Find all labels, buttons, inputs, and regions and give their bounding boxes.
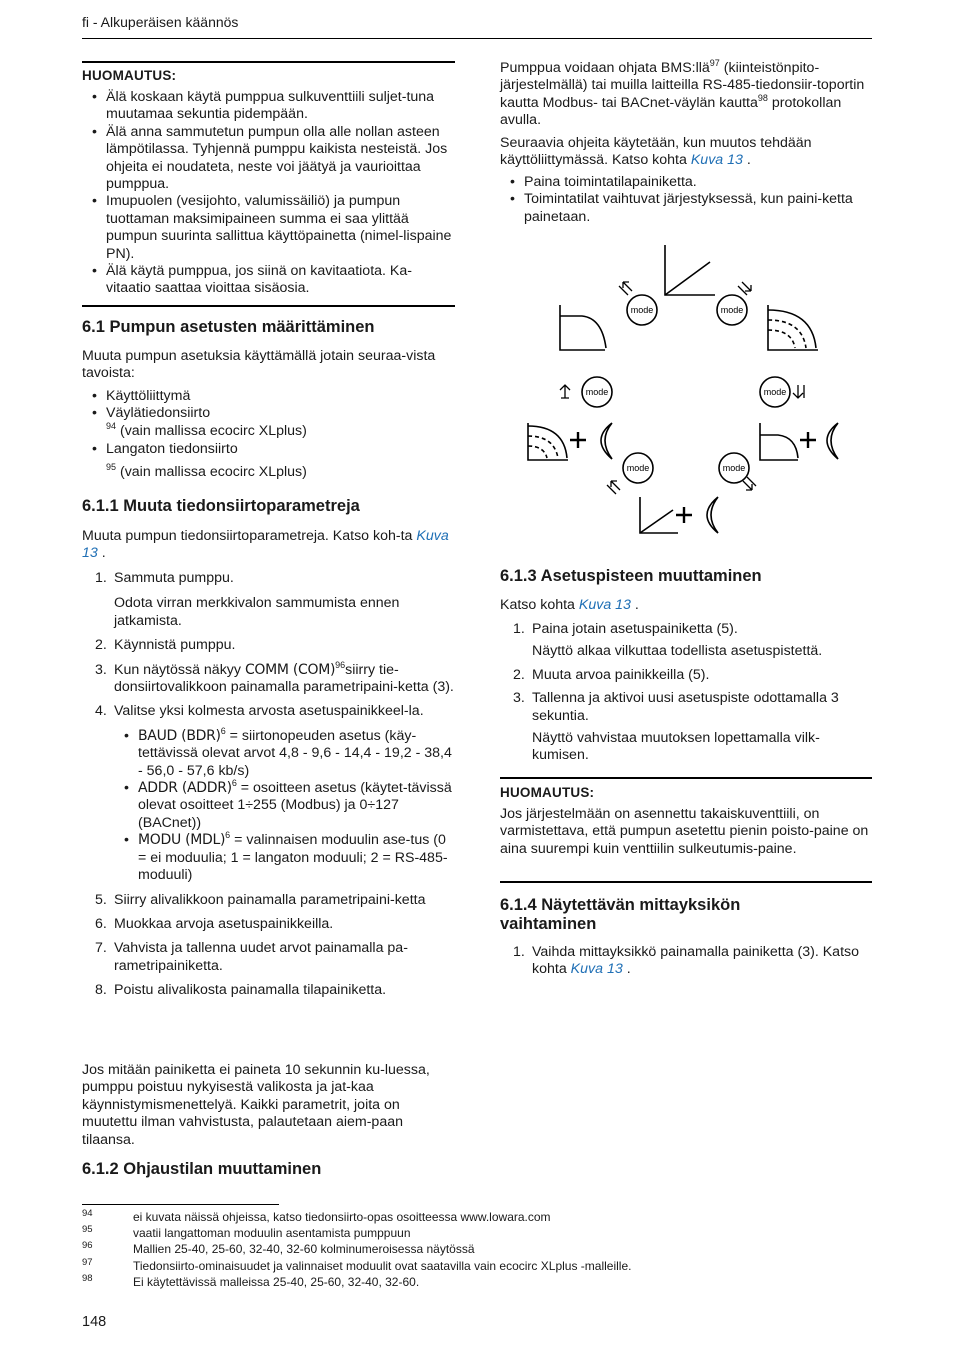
figure-link[interactable]: Kuva 13: [578, 597, 631, 613]
step-item: 8. Poistu alivalikosta painamalla tilapainiketta.: [95, 982, 387, 999]
step-item: 3. Kun näytössä näkyy COMM (COM)$^{96}$siirry tie-donsiirtovalikkoon painamalla parametripaini-ketta (3).: [95, 659, 454, 696]
section-intro: Muuta pumpun asetuksia käyttämällä jotain seuraa-vista tavoista:: [82, 348, 436, 382]
svg-text:mode: mode: [626, 463, 650, 473]
figure-link[interactable]: Kuva 13: [570, 961, 623, 978]
header-divider: [82, 38, 872, 39]
steps-list: [82, 570, 455, 1007]
list-item: • ADDR (ADDR)$^6$ = osoitteen asetus (käytet-tävissä olevat osoitteet 1÷255 (Modbus) ja 0÷127 (BACnet)): [114, 780, 455, 832]
note-title: HUOMAUTUS:: [500, 785, 595, 800]
svg-text:mode: mode: [585, 387, 609, 397]
footnote-ref: 95: [106, 461, 117, 472]
display-code: MODU (MDL): [138, 832, 226, 849]
section-heading-6-1-2: 6.1.2 Ohjaustilan muuttaminen: [82, 1160, 322, 1178]
section-heading-6-1-1: 6.1.1 Muuta tiedonsiirtoparametreja: [82, 497, 360, 515]
note-top-rule: [82, 61, 455, 63]
step-item: 3. Tallenna ja aktivoi uusi asetuspiste odottamalla 3 sekuntia. Näyttö vahvistaa muutoksen lopettamalla vilk-kumisen.: [500, 690, 872, 765]
list-item: • Älä anna sammutetun pumpun olla alle nollan asteen lämpötilassa. Tyhjennä pumppu kaikista nesteistä. Jos ohjeita ei noudateta, neste voi jäätyä ja vaurioittaa pumppua.: [82, 124, 455, 194]
section-intro: Muuta pumpun tiedonsiirtoparametreja. Katso koh-ta Kuva 13 .: [82, 528, 449, 562]
step-item: 2. Käynnistä pumppu.: [95, 637, 236, 654]
note-title: HUOMAUTUS:: [82, 68, 177, 83]
method-list: [82, 388, 455, 481]
note-list: [82, 89, 455, 298]
svg-text:mode: mode: [630, 305, 654, 315]
curve-constant-pressure-night-icon: [760, 423, 838, 460]
display-code: COMM (COM): [244, 661, 336, 678]
step-item: 1. Vaihda mittayksikkö painamalla painiketta (3). Katso kohta Kuva 13 .: [513, 944, 859, 978]
step-item: 5. Siirry alivalikkoon painamalla parametripaini-ketta: [95, 891, 426, 908]
list-item: • Toimintatilat vaihtuvat järjestyksessä, kun paini-ketta painetaan.: [500, 191, 872, 226]
note-top-rule: [500, 777, 872, 779]
footnote-ref: 97: [709, 58, 720, 68]
note-text: Jos järjestelmään on asennettu takaiskuventtiili, on varmistettava, että pumpun asetettu pienin poisto-paine on aina suurempi kuin venttiilin sulkeutumis-paine.: [500, 806, 869, 857]
list-item: • BAUD (BDR)$^6$ = siirtonopeuden asetus (käy-tettävissä olevat arvot 4,8 - 9,6 - 14,4 - 19,2 - 38,4 - 56,0 - 57,6 kb/s): [114, 728, 455, 780]
mode-button-icon: [623, 453, 653, 483]
step-detail: Odota virran merkkivalon sammumista ennen jatkamista.: [114, 595, 400, 629]
steps-list: [500, 944, 872, 986]
list-item: • Älä koskaan käytä pumppua sulkuventtiili suljet-tuna muutamaa sekuntia pidempään.: [82, 89, 455, 124]
running-header: fi - Alkuperäisen käännös: [82, 14, 239, 30]
mode-button-icon: [760, 377, 790, 407]
mode-button-icon: [582, 377, 612, 407]
step-detail: Näyttö alkaa vilkuttaa todellista asetuspistettä.: [532, 643, 823, 660]
ui-paragraph: Seuraavia ohjeita käytetään, kun muutos tehdään käyttöliittymässä. Katso kohta Kuva 13 .: [500, 135, 812, 169]
page-number: 148: [82, 1314, 107, 1330]
step-item: 2. Muuta arvoa painikkeilla (5).: [513, 666, 710, 683]
figure-link[interactable]: Kuva 13: [82, 528, 449, 562]
svg-text:mode: mode: [722, 463, 746, 473]
note-bottom-rule: [500, 881, 872, 883]
curve-proportional-night-icon: [640, 497, 718, 533]
step-item: 7. Vahvista ja tallenna uudet arvot painamalla pa-rametripainiketta.: [95, 940, 408, 974]
step-item: 1. Paina jotain asetuspainiketta (5). Näyttö alkaa vilkuttaa todellista asetuspistettä.: [500, 621, 872, 661]
mode-button-icon: [717, 295, 747, 325]
step-item: 6. Muokkaa arvoja asetuspainikkeilla.: [95, 915, 334, 932]
footnote-ref: 6: [225, 830, 231, 841]
curve-fixed-speed-icon: [768, 305, 818, 350]
section-intro: Katso kohta Kuva 13 .: [500, 597, 639, 613]
steps-list: [500, 621, 872, 772]
footnote-ref: 6: [220, 725, 226, 736]
section-heading-6-1-3: 6.1.3 Asetuspisteen muuttaminen: [500, 567, 762, 585]
note-bottom-rule: [82, 305, 455, 307]
step-item: 1. Sammuta pumppu. Odota virran merkkivalon sammumista ennen jatkamista.: [82, 570, 455, 630]
section-heading-6-1: 6.1 Pumpun asetusten määrittäminen: [82, 318, 375, 336]
figure-link[interactable]: Kuva 13: [690, 152, 743, 169]
mode-steps-list: [500, 174, 872, 226]
list-item: • MODU (MDL)$^6$ = valinnaisen moduulin ase-tus (0 = ei moduulia; 1 = langaton moduuli; 2 = RS-485-moduuli): [114, 832, 455, 884]
list-item: • Käyttöliittymä: [82, 388, 455, 405]
curve-constant-night-icon: [528, 423, 612, 460]
section-heading-6-1-4: 6.1.4 Näytettävän mittayksikön vaihtaminen: [500, 896, 741, 933]
display-code: BAUD (BDR): [138, 727, 221, 744]
curve-constant-icon: [560, 305, 606, 350]
curve-proportional-icon: [665, 245, 715, 295]
control-paragraph: Pumppua voidaan ohjata BMS:llä$^{97}$ (kiinteistönpito-järjestelmällä) tai muilla laitteilla RS-485-tiedonsiir-toportin kautta Modbus- tai BACnet-väylän kautta$^{98}$ protokollan avulla.: [500, 58, 865, 129]
footnote-ref: 94: [106, 420, 117, 431]
mode-button-icon: [719, 453, 749, 483]
list-item: • Langaton tiedonsiirto $^{95}$ (vain mallissa ecocirc XLplus): [82, 441, 455, 481]
footnote-divider: [82, 1204, 279, 1205]
footnote-ref: 96: [335, 659, 346, 670]
footnote-ref: 98: [757, 92, 768, 103]
svg-text:mode: mode: [720, 305, 744, 315]
step-item: 4. Valitse yksi kolmesta arvosta asetuspainikkeel-la. • BAUD (BDR)$^6$ = siirtonopeuden asetus (käy-tettävissä olevat arvot 4,8 - 9,6 - 14,4 - 19,2 - 38,4 - 56,0 - 57,6 kb/s) • ADDR (ADDR)$^6$ = osoitteen asetus (käytet-tävissä olevat osoitteet 1÷255 (Modbus) ja 0÷127 (BACnet)) • MODU (MDL)$^6$ = valinnaisen moduulin ase-tus (0 = ei moduulia; 1 = langaton moduuli; 2 = RS-485-moduuli): [82, 703, 455, 884]
step-detail: Näyttö vahvistaa muutoksen lopettamalla vilk-kumisen.: [532, 730, 820, 764]
mode-cycle-diagram: [520, 240, 860, 540]
footnote-ref: 6: [231, 778, 237, 789]
parameter-list: [114, 725, 455, 885]
display-code: ADDR (ADDR): [138, 780, 232, 797]
list-item: • Imupuolen (vesijohto, valumissäiliö) ja pumpun tuottaman maksimipaineen summa ei saa ylittää pumpun suurinta sallittua käyttöpainetta (nimel-lispaine PN).: [82, 193, 455, 263]
list-item: • Paina toimintatilapainiketta.: [500, 174, 872, 191]
svg-text:mode: mode: [763, 387, 787, 397]
list-item: • Älä käytä pumppua, jos siinä on kavitaatiota. Ka-vitaatio saattaa vioittaa sisäosia.: [82, 263, 455, 298]
section-outro: Jos mitään painiketta ei paineta 10 sekunnin ku-luessa, pumppu poistuu nykyisestä valikosta ja jat-kaa käynnistymismenettelyä. Kaikki parametrit, joita on muutettu ilman vahvistusta, palautetaan aiem-paan tilaansa.: [82, 1062, 430, 1148]
mode-button-icon: [627, 295, 657, 325]
list-item: • Väylätiedonsiirto $^{94}$ (vain mallissa ecocirc XLplus): [82, 405, 455, 440]
